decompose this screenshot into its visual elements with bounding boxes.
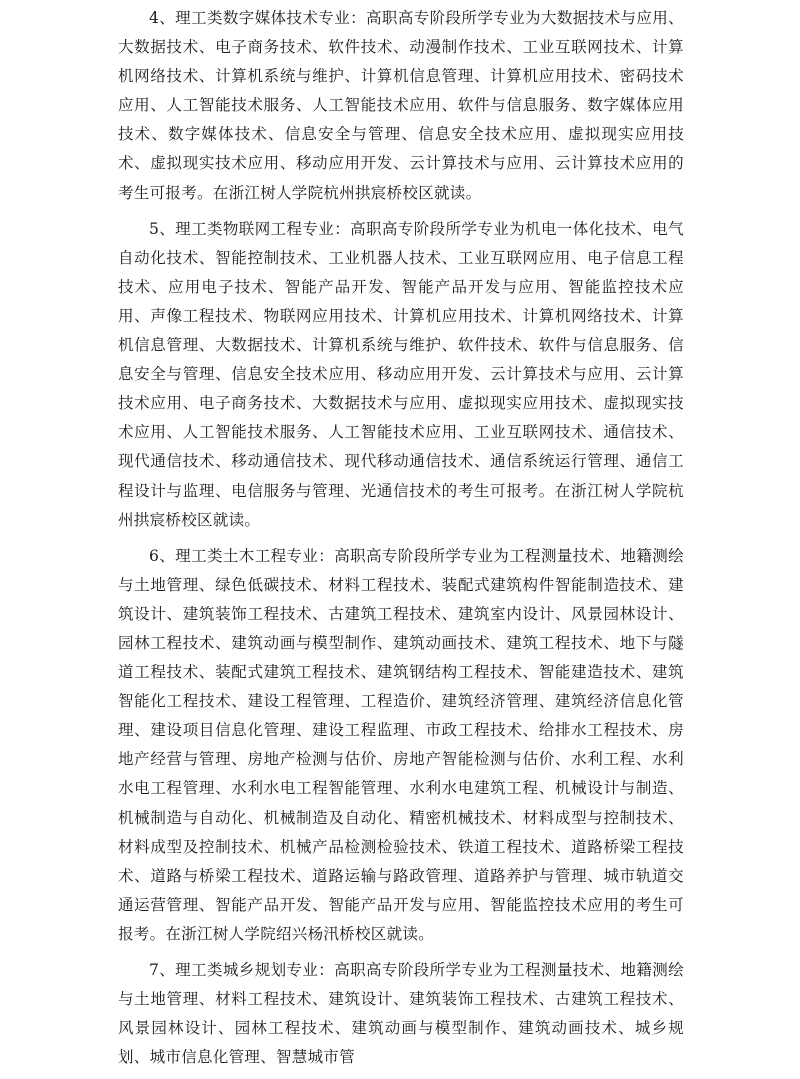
- paragraph-civil-engineering: 6、理工类土木工程专业：高职高专阶段所学专业为工程测量技术、地籍测绘与土地管理、绿色低碳技术、材料工程技术、装配式建筑构件智能制造技术、建筑设计、建筑装饰工程技术、古建筑工程技术、建筑室内设计、风景园林设计、园林工程技术、建筑动画与模型制作、建筑动画技术、建筑工程技术、地下与隧道工程技术、装配式建筑工程技术、建筑钢结构工程技术、智能建造技术、建筑智能化工程技术、建设工程管理、工程造价、建筑经济管理、建筑经济信息化管理、建设项目信息化管理、建设工程监理、市政工程技术、给排水工程技术、房地产经营与管理、房地产检测与估价、房地产智能检测与估价、水利工程、水利水电工程管理、水利水电工程智能管理、水利水电建筑工程、机械设计与制造、机械制造与自动化、机械制造及自动化、精密机械技术、材料成型与控制技术、材料成型及控制技术、机械产品检测检验技术、铁道工程技术、道路桥梁工程技术、道路与桥梁工程技术、道路运输与路政管理、道路养护与管理、城市轨道交通运营管理、智能产品开发、智能产品开发与应用、智能监控技术应用的考生可报考。在浙江树人学院绍兴杨汛桥校区就读。: [118, 546, 684, 943]
- paragraph-iot-engineering: 5、理工类物联网工程专业：高职高专阶段所学专业为机电一体化技术、电气自动化技术、智能控制技术、工业机器人技术、工业互联网应用、电子信息工程技术、应用电子技术、智能产品开发、智能产品开发与应用、智能监控技术应用、声像工程技术、物联网应用技术、计算机应用技术、计算机网络技术、计算机信息管理、大数据技术、计算机系统与维护、软件技术、软件与信息服务、信息安全与管理、信息安全技术应用、移动应用开发、云计算技术与应用、云计算技术应用、电子商务技术、大数据技术与应用、虚拟现实应用技术、虚拟现实技术应用、人工智能技术服务、人工智能技术应用、工业互联网技术、通信技术、现代通信技术、移动通信技术、现代移动通信技术、通信系统运行管理、通信工程设计与监理、电信服务与管理、光通信技术的考生可报考。在浙江树人学院杭州拱宸桥校区就读。: [118, 219, 684, 529]
- document-body: [118, 0, 684, 1079]
- paragraph-urban-planning: 7、理工类城乡规划专业：高职高专阶段所学专业为工程测量技术、地籍测绘与土地管理、材料工程技术、建筑设计、建筑装饰工程技术、古建筑工程技术、风景园林设计、园林工程技术、建筑动画与模型制作、建筑动画技术、城乡规划、城市信息化管理、智慧城市管: [118, 961, 684, 1067]
- paragraph-digital-media: 4、理工类数字媒体技术专业：高职高专阶段所学专业为大数据技术与应用、大数据技术、电子商务技术、软件技术、动漫制作技术、工业互联网技术、计算机网络技术、计算机系统与维护、计算机信息管理、计算机应用技术、密码技术应用、人工智能技术服务、人工智能技术应用、软件与信息服务、数字媒体应用技术、数字媒体技术、信息安全与管理、信息安全技术应用、虚拟现实应用技术、虚拟现实技术应用、移动应用开发、云计算技术与应用、云计算技术应用的考生可报考。在浙江树人学院杭州拱宸桥校区就读。: [118, 9, 684, 202]
